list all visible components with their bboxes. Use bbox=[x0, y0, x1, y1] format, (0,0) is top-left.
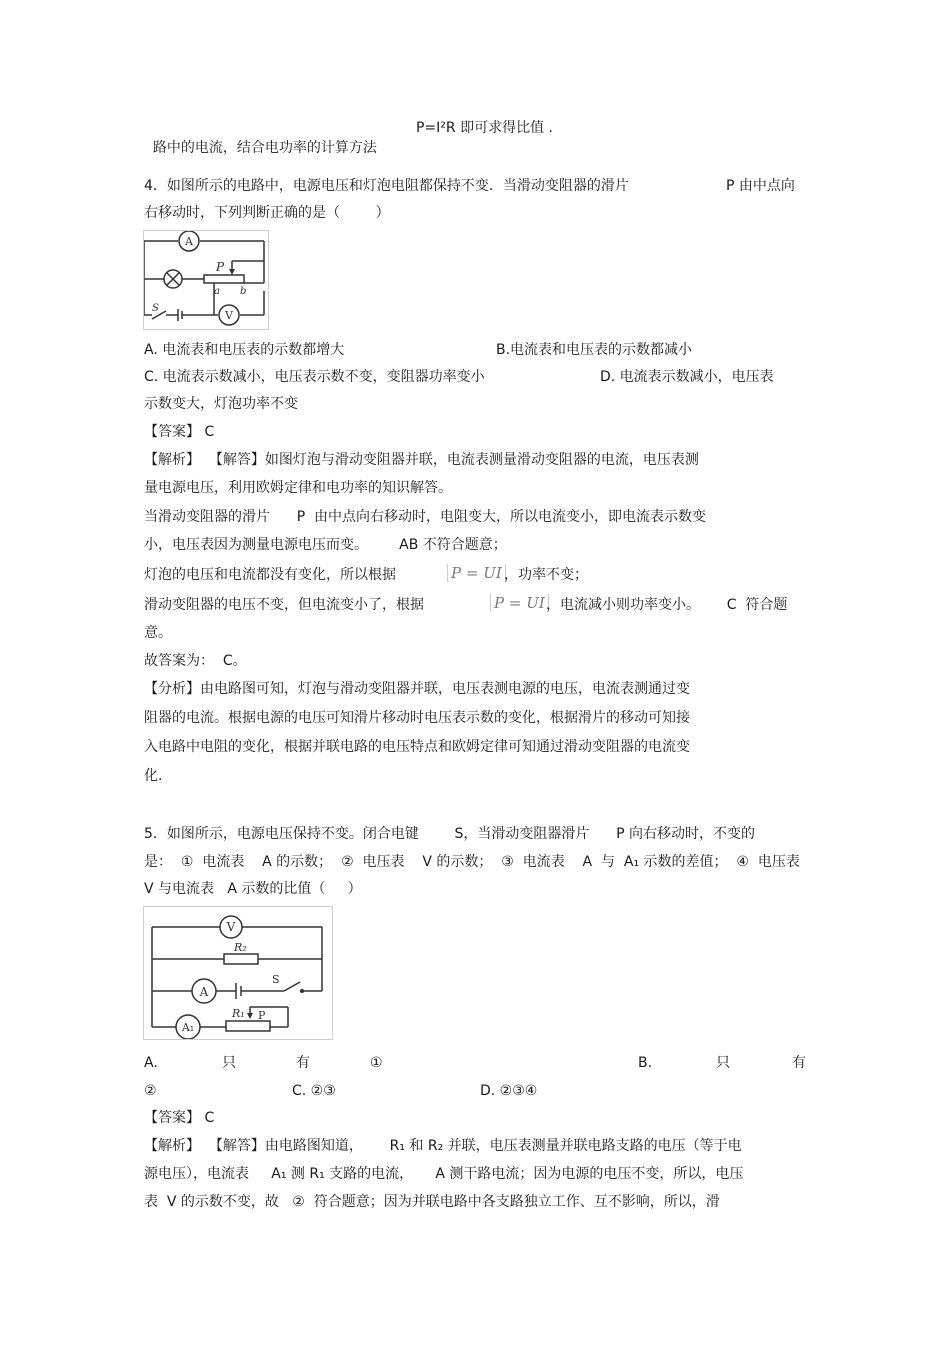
q5-answer: 【答案】 C bbox=[144, 1110, 215, 1126]
q4-analysis-1: 【解析】 【解答】如图灯泡与滑动变阻器并联，电流表测量滑动变阻器的电流，电压表测 bbox=[144, 452, 699, 468]
q4-stem-2: 右移动时，下列判断正确的是（ ） bbox=[144, 205, 390, 221]
q4-end-b-label: b bbox=[240, 286, 247, 297]
q4-summary-2: 阻器的电流。根据电源的电压可知滑片移动时电压表示数的变化，根据滑片的移动可知接 bbox=[144, 710, 690, 726]
q5-option-c: C. ②③ bbox=[292, 1083, 336, 1099]
q5-circuit-figure bbox=[143, 906, 333, 1040]
q4-option-c: C. 电流表示数减小，电压表示数不变，变阻器功率变小 bbox=[144, 369, 485, 385]
q4-circuit-figure bbox=[143, 230, 269, 330]
q4-analysis-3: 当滑动变阻器的滑片 P 由中点向右移动时，电阻变大，所以电流变小，即电流表示数变 bbox=[144, 509, 707, 525]
q4-analysis-4: 小，电压表因为测量电源电压而变。 AB 不符合题意； bbox=[144, 537, 507, 553]
q5-r2-label: R₂ bbox=[234, 941, 247, 954]
q5-slider-arrow bbox=[247, 1013, 253, 1019]
q4-final-answer: 故答案为： C。 bbox=[144, 653, 247, 669]
q5-stem-3: V 与电流表 A 示数的比值（ ） bbox=[144, 881, 362, 897]
q4-analysis-5a: 灯泡的电压和电流都没有变化，所以根据 bbox=[144, 567, 396, 583]
q5-slider-label: P bbox=[258, 1009, 266, 1022]
q4-summary-1: 【分析】由电路图可知，灯泡与滑动变阻器并联，电压表测电源的电压，电流表测通过变 bbox=[144, 681, 690, 697]
q5-analysis-1: 【解析】 【解答】由电路图知道， R₁ 和 R₂ 并联，电压表测量并联电路支路的电压（等于电 bbox=[144, 1138, 742, 1154]
q4-circuit-diagram bbox=[144, 231, 268, 329]
q5-circuit-diagram bbox=[144, 907, 332, 1039]
q4-summary-3: 入电路中电阻的变化，根据并联电路的电压特点和欧姆定律可知通过滑动变阻器的电流变 bbox=[144, 739, 690, 755]
q4-rheostat bbox=[204, 275, 244, 283]
intro-text-a: 路中的电流，结合电功率的计算方法 bbox=[152, 140, 377, 156]
q4-option-d-2: 示数变大，灯泡功率不变 bbox=[144, 396, 298, 412]
q5-option-b-end: ② bbox=[144, 1083, 157, 1099]
q4-end-a-label: a bbox=[214, 286, 220, 297]
q5-stem-2: 是： ① 电流表 A 的示数； ② 电压表 V 的示数； ③ 电流表 A 与 A₁ 示数的差值； ④ 电压表 bbox=[144, 854, 800, 870]
q4-stem-1b: P 由中点向 bbox=[726, 178, 795, 194]
q4-stem-1a: 4．如图所示的电路中，电源电压和灯泡电阻都保持不变．当滑动变阻器的滑片 bbox=[144, 178, 629, 194]
q5-r1-label: R₁ bbox=[232, 1007, 245, 1020]
q5-option-a: A. bbox=[144, 1055, 158, 1071]
q5-analysis-3: 表 V 的示数不变，故 ② 符合题意；因为并联电路中各支路独立工作、互不影响，所以，滑 bbox=[144, 1194, 720, 1210]
q5-option-a-word-2: 有 bbox=[296, 1055, 310, 1071]
q5-option-a-word-1: 只 bbox=[222, 1055, 236, 1071]
q5-option-a-word-3: ① bbox=[370, 1055, 383, 1071]
q4-formula-2: P = UI bbox=[490, 594, 549, 612]
q4-ammeter-label: A bbox=[185, 235, 193, 248]
q5-option-b-word-2: 有 bbox=[792, 1055, 806, 1071]
q5-switch-label: S bbox=[272, 973, 280, 986]
q4-option-a: A. 电流表和电压表的示数都增大 bbox=[144, 342, 345, 358]
q4-slider-label: P bbox=[216, 260, 225, 274]
q4-analysis-7: 意。 bbox=[144, 625, 172, 641]
q4-analysis-6a: 滑动变阻器的电压不变，但电流变小了，根据 bbox=[144, 597, 424, 613]
q5-stem-1: 5．如图所示，电源电压保持不变。闭合电键 S，当滑动变阻器滑片 P 向右移动时，不变的 bbox=[144, 826, 755, 842]
q4-summary-4: 化. bbox=[144, 768, 163, 784]
q5-ammeter-label: A bbox=[199, 985, 209, 999]
q5-option-b: B. bbox=[638, 1055, 653, 1071]
q5-ammeter1-label: A₁ bbox=[181, 1021, 195, 1034]
q4-analysis-5b: ，功率不变； bbox=[504, 567, 588, 583]
q4-option-d-1: D. 电流表示数减小，电压表 bbox=[600, 369, 774, 385]
q4-switch-label: S bbox=[152, 303, 159, 314]
q4-answer: 【答案】 C bbox=[144, 424, 215, 440]
q5-analysis-2: 源电压），电流表 A₁ 测 R₁ 支路的电流， A 测干路电流；因为电源的电压不变，所以，电压 bbox=[144, 1166, 744, 1182]
q5-option-d: D. ②③④ bbox=[480, 1083, 538, 1099]
q4-formula-1: P = UI bbox=[447, 564, 506, 582]
intro-formula-text: P=I²R 即可求得比值 . bbox=[416, 120, 553, 136]
q5-r1-rheostat bbox=[226, 1021, 270, 1031]
q4-option-b: B.电流表和电压表的示数都减小 bbox=[496, 342, 693, 358]
q5-r2-resistor bbox=[224, 954, 258, 964]
q4-analysis-6b: ，电流减小则功率变小。 C 符合题 bbox=[546, 597, 788, 613]
q5-option-b-word-1: 只 bbox=[716, 1055, 730, 1071]
q4-voltmeter-label: V bbox=[225, 309, 233, 322]
intro-line-1 bbox=[144, 118, 377, 158]
q5-voltmeter-label: V bbox=[226, 920, 236, 934]
q4-analysis-2: 量电源电压，利用欧姆定律和电功率的知识解答。 bbox=[144, 480, 452, 496]
q4-slider-arrow bbox=[229, 269, 235, 275]
